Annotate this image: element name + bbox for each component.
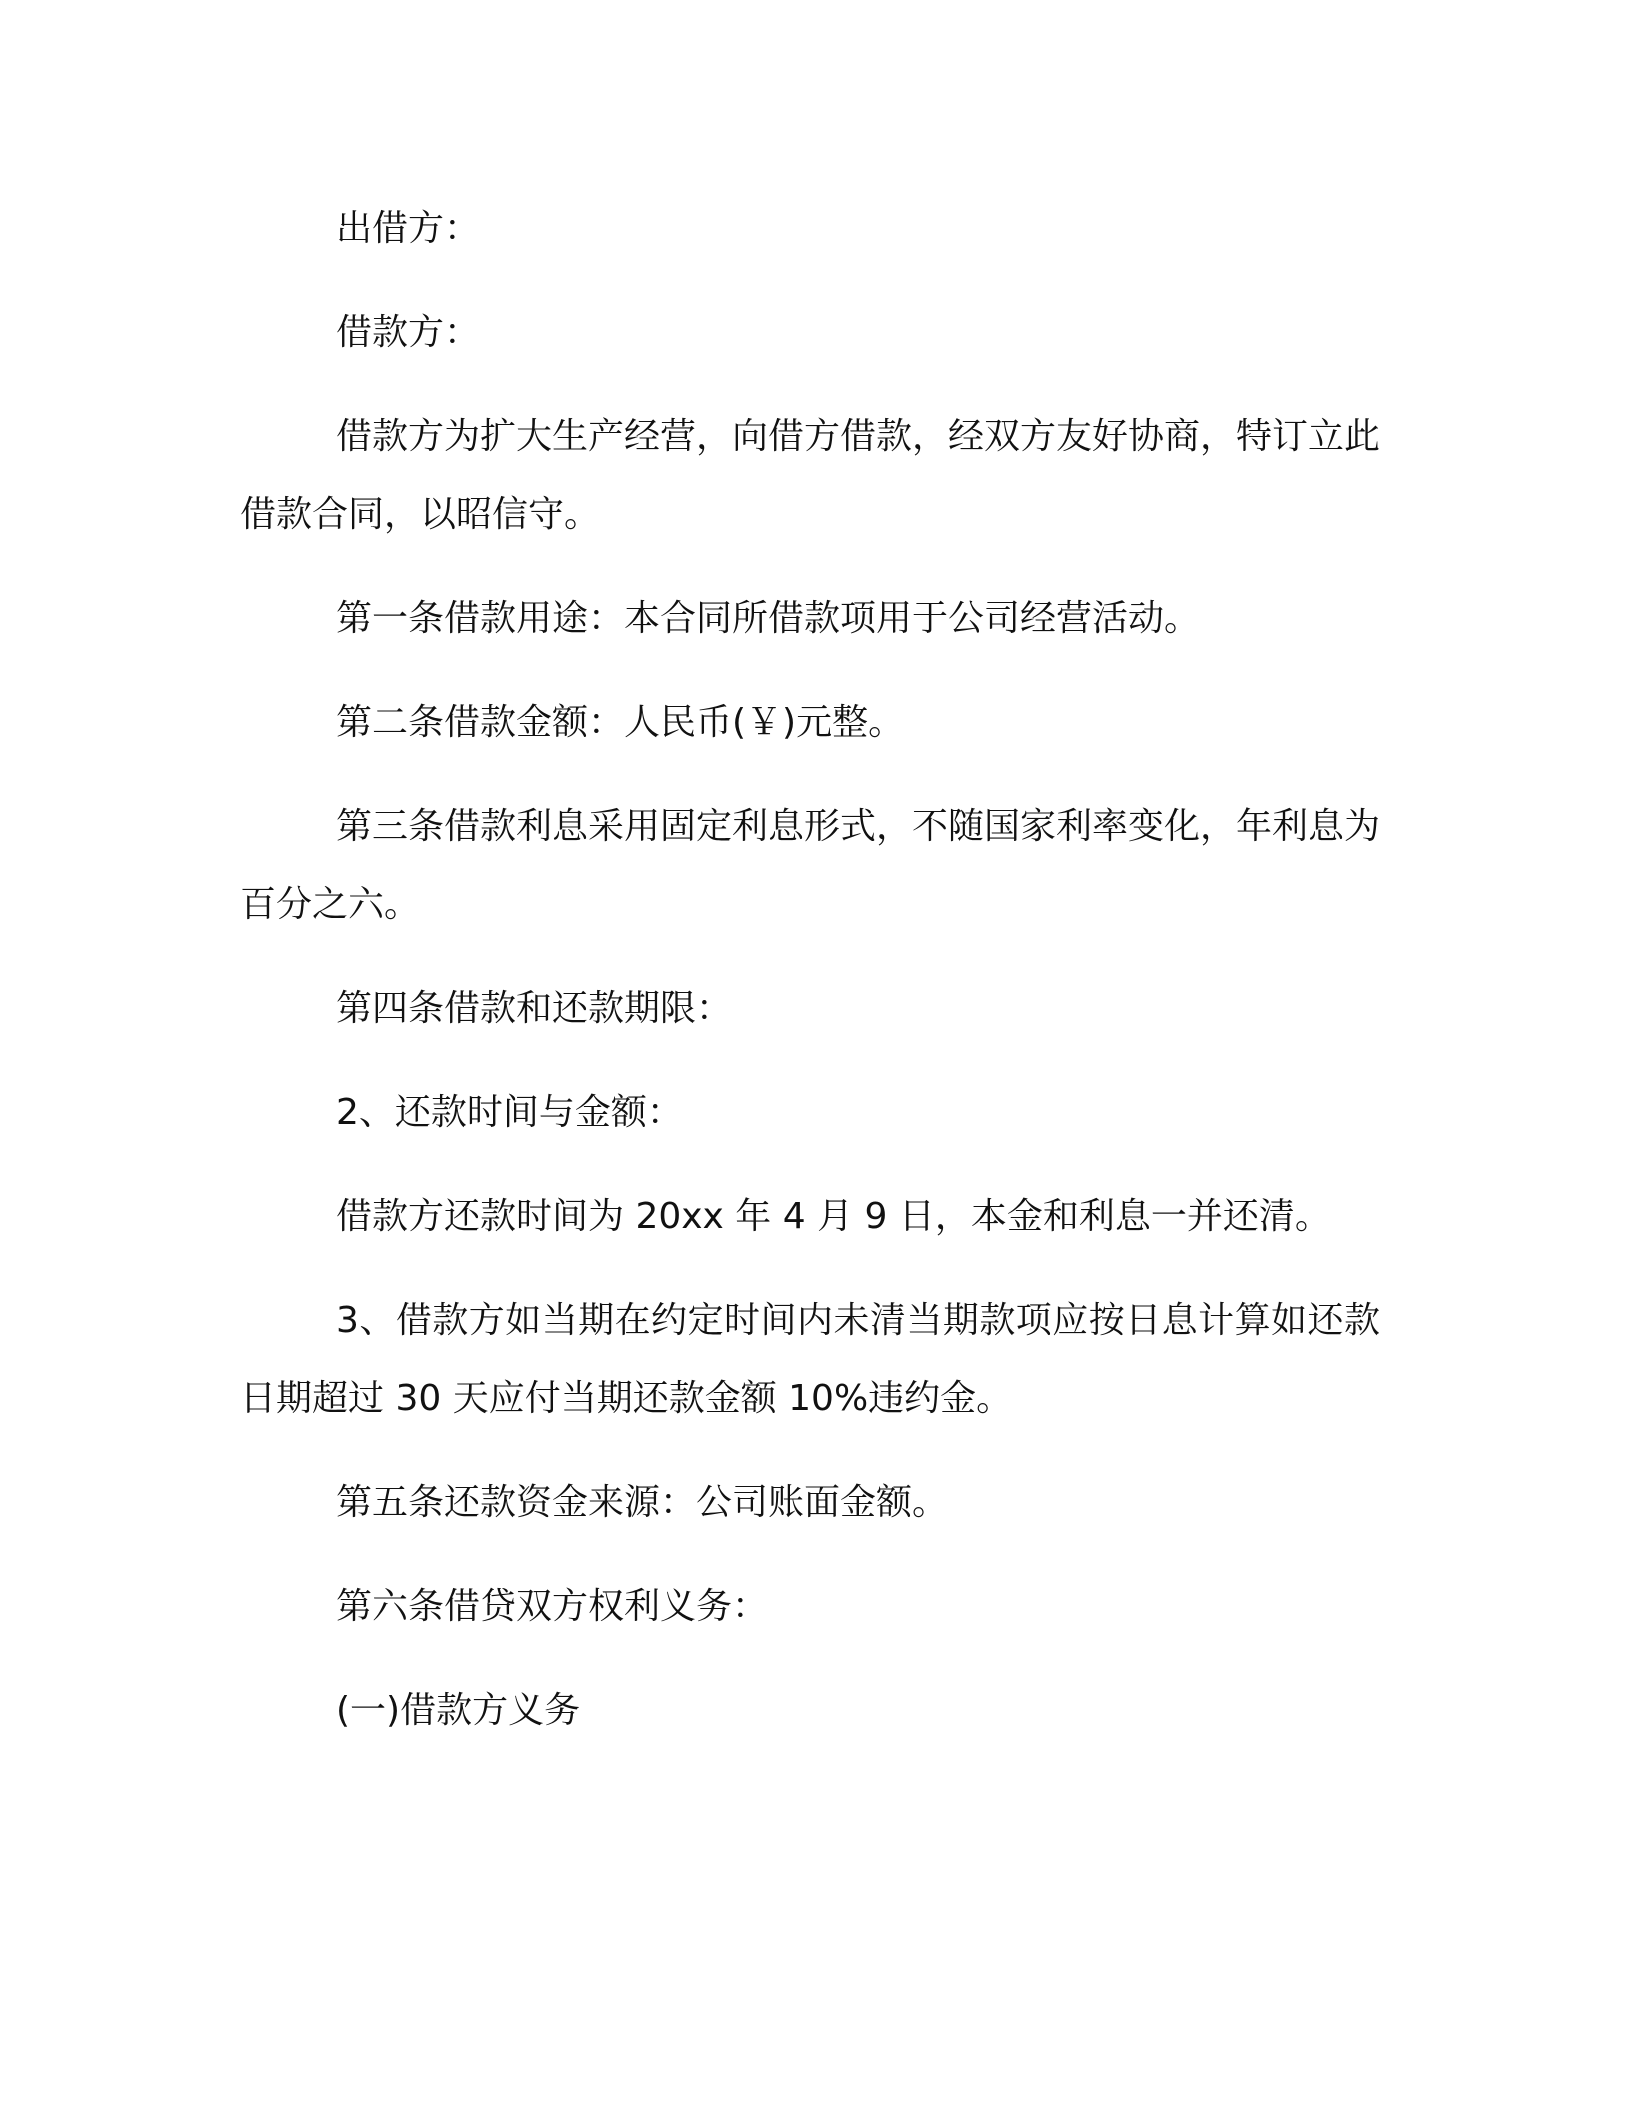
lender-line: 出借方： [336,208,481,249]
repayment-date-paragraph: 借款方还款时间为 20xx 年 4 月 9 日，本金和利息一并还清。 [336,1196,1331,1237]
borrower-line: 借款方： [336,312,481,353]
item-2-repayment-time: 2、还款时间与金额： [336,1092,683,1133]
article-2-amount: 第二条借款金额：人民币(￥)元整。 [336,702,905,743]
article-1-purpose: 第一条借款用途：本合同所借款项用于公司经营活动。 [336,598,1201,639]
article-5-source: 第五条还款资金来源：公司账面金额。 [336,1482,949,1523]
article-3-interest: 第三条借款利息采用固定利息形式，不随国家利率变化，年利息为百分之六。 [240,806,1381,925]
item-3-penalty: 3、借款方如当期在约定时间内未清当期款项应按日息计算如还款日期超过 30 天应付当期还款金额 10%违约金。 [240,1300,1380,1419]
article-4-term: 第四条借款和还款期限： [336,988,733,1029]
article-6-rights: 第六条借贷双方权利义务： [336,1586,769,1627]
section-borrower-obligations: (一)借款方义务 [336,1690,581,1731]
preamble-paragraph: 借款方为扩大生产经营，向借方借款，经双方友好协商，特订立此借款合同，以昭信守。 [240,416,1381,535]
document-body [240,190,1380,1776]
